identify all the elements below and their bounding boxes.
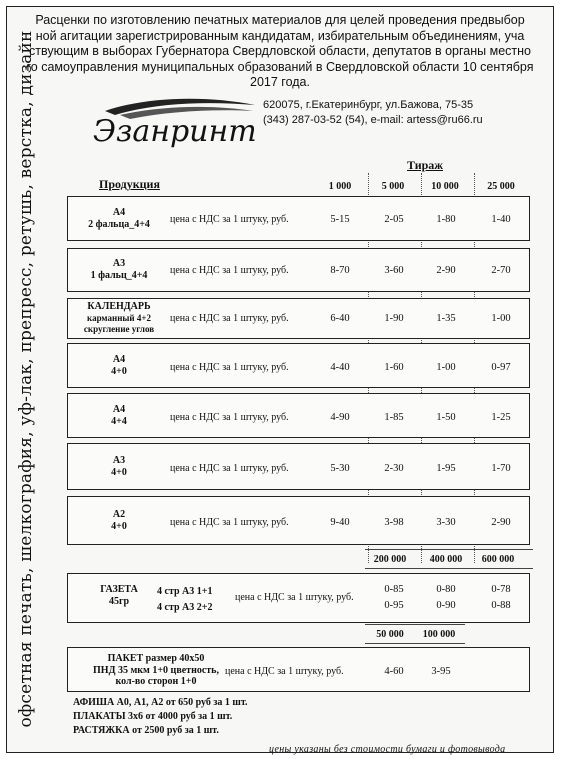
column-header: 10 000 [431, 181, 459, 192]
product-name [69, 354, 169, 378]
price-cell: 1-95 [436, 463, 456, 474]
product-name-line: А4 [112, 354, 126, 365]
product-name-line: ГАЗЕТА [100, 584, 138, 595]
sidebar-services [3, 7, 49, 754]
gazeta-options [157, 584, 227, 616]
contact-info [263, 98, 483, 128]
column-header: 5 000 [381, 181, 405, 192]
price-cell: 4-90 [330, 412, 350, 423]
price-cell: 2-90 [491, 517, 511, 528]
price-cell: 0-97 [491, 362, 511, 373]
price-cell: 1-85 [384, 412, 404, 423]
price-cell: 0-88 [491, 600, 511, 611]
price-description: цена с НДС за 1 штуку, руб. [170, 362, 289, 373]
price-sheet [6, 6, 554, 753]
price-cell: 1-40 [491, 214, 511, 225]
product-name-line: 4+4 [111, 416, 127, 427]
address: 620075, г.Екатеринбург, ул.Бажова, 75-35 [263, 99, 474, 111]
note-line: ПЛАКАТЫ 3х6 от 4000 руб за 1 шт. [73, 711, 233, 722]
price-cell: 0-95 [384, 600, 404, 611]
column-header: 1 000 [328, 181, 352, 192]
product-name [69, 301, 169, 336]
price-cell: 3-98 [384, 517, 404, 528]
product-name-line: 4+0 [111, 467, 127, 478]
product-name [71, 653, 241, 688]
product-name [69, 207, 169, 231]
column-header: 100 000 [422, 629, 456, 640]
price-cell: 2-90 [436, 265, 456, 276]
price-cell: 4-60 [384, 666, 404, 677]
note-line: РАСТЯЖКА от 2500 руб за 1 шт. [73, 725, 219, 736]
price-description: цена с НДС за 1 штуку, руб. [170, 214, 289, 225]
title-line: го самоуправления муниципальных образований в Свердловской области 10 сентября [26, 59, 534, 74]
product-name [69, 455, 169, 479]
price-description: цена с НДС за 1 штуку, руб. [235, 592, 354, 603]
product-name [69, 584, 169, 608]
logo-swoosh-icon [85, 95, 260, 155]
gazeta-option: 4 стр А3 1+1 [157, 586, 213, 597]
column-header: 50 000 [376, 629, 404, 640]
services-text: офсетная печать, шелкография, уф-лак, препресс, ретушь, верстка, дизайн [16, 30, 36, 728]
product-name-line: ПНД 35 мкм 1+0 цветность, [93, 664, 219, 676]
product-name-line: кол-во сторон 1+0 [115, 676, 197, 687]
product-name-line: 2 фальца_4+4 [88, 219, 150, 230]
section-rule [365, 568, 533, 569]
price-cell: 1-80 [436, 214, 456, 225]
price-cell: 0-85 [384, 584, 404, 595]
price-description: цена с НДС за 1 штуку, руб. [170, 265, 289, 276]
price-cell: 3-30 [436, 517, 456, 528]
title-line: ствующим в выборах Губернатора Свердловской области, депутатов в органы местно [29, 44, 531, 58]
column-header: 400 000 [429, 554, 463, 565]
price-cell: 2-05 [384, 214, 404, 225]
price-cell: 1-25 [491, 412, 511, 423]
product-name-line: 4+0 [111, 366, 127, 377]
section-rule [365, 549, 533, 550]
product-name [69, 509, 169, 533]
title-line: 2017 года. [250, 75, 310, 89]
column-header: 600 000 [481, 554, 515, 565]
price-cell: 1-00 [436, 362, 456, 373]
product-name-line: А4 [112, 404, 126, 415]
price-cell: 5-30 [330, 463, 350, 474]
price-description: цена с НДС за 1 штуку, руб. [225, 666, 344, 677]
price-cell: 2-70 [491, 265, 511, 276]
product-header: Продукция [99, 177, 160, 191]
price-description: цена с НДС за 1 штуку, руб. [170, 517, 289, 528]
price-cell: 6-40 [330, 313, 350, 324]
price-cell: 8-70 [330, 265, 350, 276]
company-logo [85, 95, 260, 155]
price-cell: 1-00 [491, 313, 511, 324]
tiraj-label: Тираж [407, 158, 443, 172]
note-line: АФИША А0, А1, А2 от 650 руб за 1 шт. [73, 697, 248, 708]
logo-text: Эзанринт [93, 114, 257, 149]
price-cell: 9-40 [330, 517, 350, 528]
price-description: цена с НДС за 1 штуку, руб. [170, 313, 289, 324]
page-title [19, 13, 541, 91]
price-cell: 1-90 [384, 313, 404, 324]
price-cell: 4-40 [330, 362, 350, 373]
footer-note: цены указаны без стоимости бумаги и фотовывода [269, 744, 506, 755]
product-name-line: ПАКЕТ размер 40х50 [107, 653, 205, 664]
product-name-line: карманный 4+2 [87, 312, 151, 323]
price-cell: 3-95 [431, 666, 451, 677]
price-cell: 1-35 [436, 313, 456, 324]
product-name-line: скругление углов [83, 324, 155, 334]
product-name-line: 1 фальц_4+4 [90, 270, 148, 281]
column-header: 25 000 [487, 181, 515, 192]
title-line: Расценки по изготовлению печатных материалов для целей проведения предвыбор [35, 13, 525, 27]
price-cell: 1-70 [491, 463, 511, 474]
product-name-line: А2 [112, 509, 126, 520]
price-cell: 2-30 [384, 463, 404, 474]
price-cell: 0-80 [436, 584, 456, 595]
product-name-line: А3 [112, 258, 126, 269]
title-line: ной агитации зарегистрированным кандидатам, избирательным объединениям, уча [35, 28, 525, 43]
section-rule [365, 643, 465, 644]
price-cell: 1-60 [384, 362, 404, 373]
product-name-line: 45гр [108, 596, 130, 607]
gazeta-option: 4 стр А3 2+2 [157, 602, 213, 613]
product-name-line: 4+0 [111, 521, 127, 532]
price-cell: 0-90 [436, 600, 456, 611]
price-description: цена с НДС за 1 штуку, руб. [170, 463, 289, 474]
column-header: 200 000 [373, 554, 407, 565]
section-rule [365, 624, 465, 625]
price-cell: 0-78 [491, 584, 511, 595]
product-name [69, 258, 169, 282]
product-name-line: А4 [112, 207, 126, 218]
price-cell: 3-60 [384, 265, 404, 276]
price-cell: 5-15 [330, 214, 350, 225]
product-name-line: А3 [112, 455, 126, 466]
product-name [69, 404, 169, 428]
phone-email: (343) 287-03-52 (54), e-mail: artess@ru66.ru [263, 114, 483, 126]
price-cell: 1-50 [436, 412, 456, 423]
product-name-line: КАЛЕНДАРЬ [87, 301, 151, 312]
price-description: цена с НДС за 1 штуку, руб. [170, 412, 289, 423]
